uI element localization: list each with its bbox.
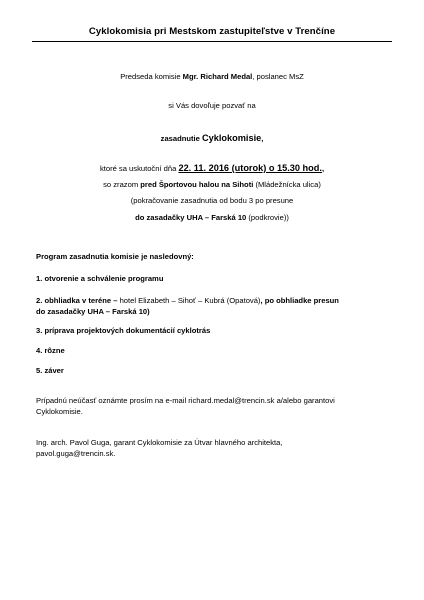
header-divider (32, 41, 392, 42)
program-item-4: 4. rôzne (36, 346, 65, 355)
absence-note-continued: Cyklokomisie. (36, 407, 83, 416)
program-item-5: 5. záver (36, 366, 64, 375)
meeting-date: 22. 11. 2016 (utorok) o 15.30 hod. (178, 163, 322, 173)
meeting-date-line: ktoré sa uskutoční dňa 22. 11. 2016 (utorok) o 15.30 hod., (99, 163, 325, 173)
meeting-place: pred Športovou halou na Sihoti (140, 180, 254, 189)
invitation-line-chair: Predseda komisie Mgr. Richard Medal, poslanec MsZ (120, 72, 304, 81)
meeting-continuation-place: do zasadačky UHA – Farská 10 (podkrovie)) (135, 213, 289, 222)
chair-name: Mgr. Richard Medal (182, 72, 253, 81)
meeting-continuation-line: (pokračovanie zasadnutia od bodu 3 po presune (130, 196, 294, 205)
program-item-2: 2. obhliadka v teréne – hotel Elizabeth – Sihoť – Kubrá (Opatová), po obhliadke presun (36, 296, 339, 305)
program-item-1: 1. otvorenie a schválenie programu (36, 274, 164, 283)
absence-note: Prípadnú neúčasť oznámte prosím na e-mail richard.medal@trencin.sk a/alebo garantovi (36, 396, 335, 405)
signature-line: Ing. arch. Pavol Guga, garant Cyklokomisie za Útvar hlavného architekta, (36, 438, 283, 447)
invitation-line-meeting: zasadnutie Cyklokomisie, (160, 133, 264, 143)
program-item-2-continued: do zasadačky UHA – Farská 10) (36, 307, 150, 316)
signature-email: pavol.guga@trencin.sk. (36, 449, 116, 458)
program-heading: Program zasadnutia komisie je nasledovný: (36, 252, 194, 261)
invitation-line-invite: si Vás dovoľuje pozvať na (168, 101, 256, 110)
program-item-3: 3. príprava projektových dokumentácií cyklotrás (36, 326, 211, 335)
commission-name: Cyklokomisie (202, 133, 262, 143)
document-header-title: Cyklokomisia pri Mestskom zastupiteľstve v Trenčíne (88, 26, 336, 37)
meeting-place-line: so zrazom pred Športovou halou na Sihoti (Mládežnícka ulica) (103, 180, 321, 189)
